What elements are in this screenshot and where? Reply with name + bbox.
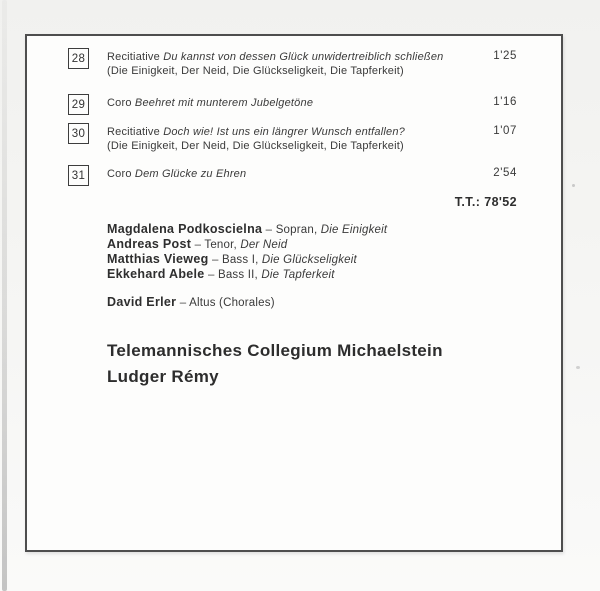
ensemble-name: Telemannisches Collegium Michaelstein <box>107 341 443 360</box>
scan-edge-shadow <box>2 0 7 591</box>
soloist-dash: – <box>179 297 187 309</box>
track-number: 31 <box>71 169 86 182</box>
track-number: 30 <box>71 127 86 140</box>
soloist-name: Andreas Post <box>107 237 192 251</box>
track-performers: (Die Einigkeit, Der Neid, Die Glückseligkeit, Die Tapferkeit) <box>107 65 404 77</box>
soloist-name: Matthias Vieweg <box>107 252 209 266</box>
scan-dust-speck <box>576 366 580 369</box>
track-row-29 <box>68 94 517 115</box>
track-row-28 <box>68 48 517 78</box>
soloist-dash: – <box>207 269 215 281</box>
track-number-box <box>68 165 89 186</box>
soloist-role: Bass I, <box>221 254 259 266</box>
track-title: Doch wie! Ist uns ein längrer Wunsch entfallen? <box>163 126 405 138</box>
track-title: Du kannst von dessen Glück unwidertreiblich schließen <box>163 51 444 63</box>
soloist-name: David Erler <box>107 295 177 309</box>
soloist-line <box>107 222 517 237</box>
track-duration: 1'16 <box>493 96 517 108</box>
soloist-role: Bass II, <box>217 269 258 281</box>
track-number-box <box>68 94 89 115</box>
track-text <box>107 94 493 110</box>
track-text <box>107 165 493 181</box>
scan-dust-speck <box>572 184 575 187</box>
track-row-31 <box>68 165 517 186</box>
track-title-line <box>107 96 493 110</box>
track-text <box>107 48 493 78</box>
track-title-line <box>107 167 493 181</box>
soloist-line <box>107 267 517 282</box>
track-number-box <box>68 123 89 144</box>
soloist-name: Ekkehard Abele <box>107 267 205 281</box>
track-title-line <box>107 125 493 139</box>
soloist-role: Tenor, <box>204 239 237 251</box>
track-type: Recitiative <box>107 126 160 138</box>
track-duration: 1'07 <box>493 125 517 137</box>
total-time: T.T.: 78'52 <box>454 195 517 209</box>
soloist-character: Die Einigkeit <box>320 224 388 236</box>
ensemble-block <box>107 338 517 390</box>
booklet-page <box>25 34 563 552</box>
soloist-role: Sopran, <box>275 224 318 236</box>
soloist-character: Die Glückseligkeit <box>261 254 357 266</box>
track-performers: (Die Einigkeit, Der Neid, Die Glückseligkeit, Die Tapferkeit) <box>107 140 404 152</box>
soloist-role: Altus (Chorales) <box>189 297 275 309</box>
track-number: 29 <box>71 98 86 111</box>
track-title: Dem Glücke zu Ehren <box>134 168 247 180</box>
track-duration: 2'54 <box>493 167 517 179</box>
track-duration: 1'25 <box>493 50 517 62</box>
soloist-credits <box>107 222 517 310</box>
track-number: 28 <box>71 52 86 65</box>
soloist-character: Der Neid <box>240 239 288 251</box>
track-title-line <box>107 50 493 64</box>
track-text <box>107 123 493 153</box>
soloist-line <box>107 295 517 310</box>
track-type: Recitiative <box>107 51 160 63</box>
track-row-30 <box>68 123 517 153</box>
track-type: Coro <box>107 168 132 180</box>
soloist-character: Die Tapferkeit <box>261 269 335 281</box>
conductor-name: Ludger Rémy <box>107 367 219 386</box>
track-title: Beehret mit munterem Jubelgetöne <box>134 97 314 109</box>
soloist-line <box>107 252 517 267</box>
soloist-name: Magdalena Podkoscielna <box>107 222 263 236</box>
soloist-dash: – <box>194 239 202 251</box>
track-type: Coro <box>107 97 132 109</box>
soloist-dash: – <box>211 254 219 266</box>
soloist-dash: – <box>265 224 273 236</box>
soloist-line <box>107 237 517 252</box>
track-number-box <box>68 48 89 69</box>
